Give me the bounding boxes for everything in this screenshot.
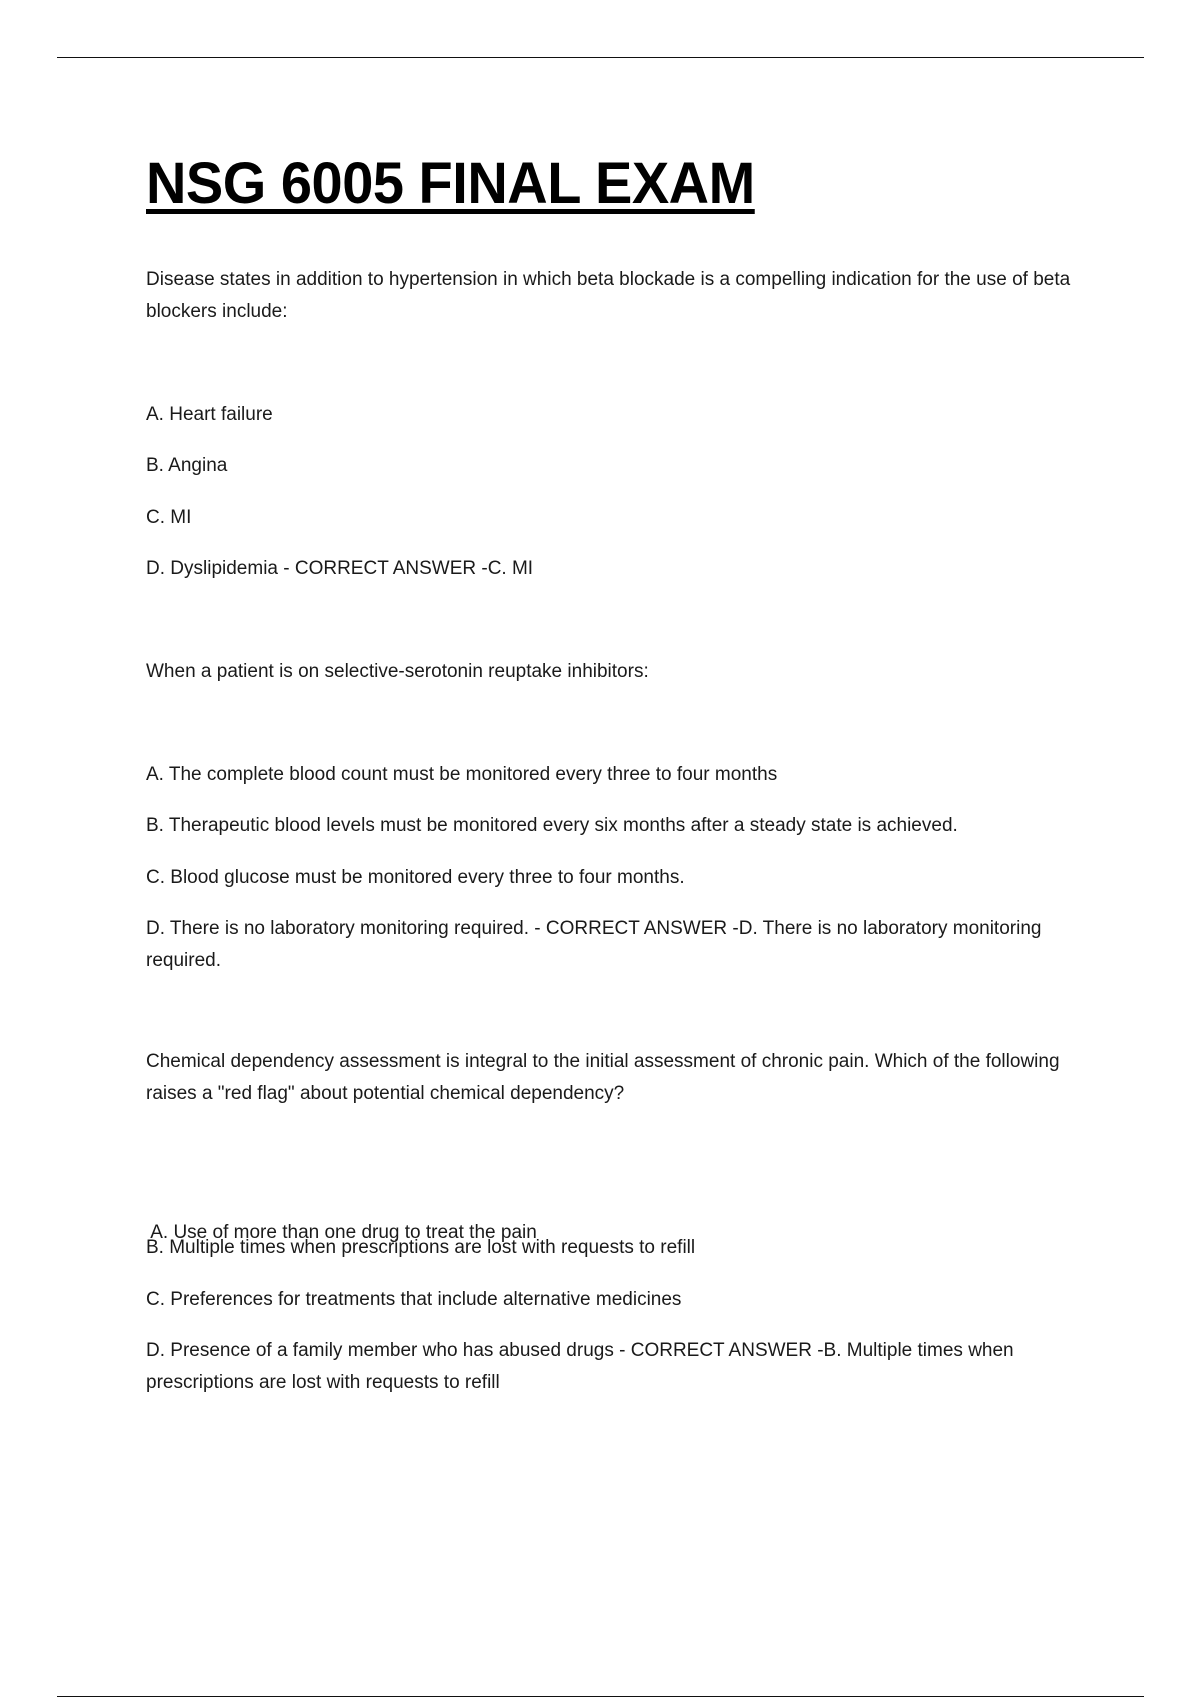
option-text: A. The complete blood count must be monitored every three to four months — [146, 764, 778, 785]
question-1-option-c — [146, 502, 1096, 534]
option-text: D. Dyslipidemia - CORRECT ANSWER -C. MI — [146, 558, 534, 579]
question-2-option-a — [146, 759, 1096, 791]
option-text: B. Therapeutic blood levels must be monitored every six months after a steady state is achieved. — [146, 815, 958, 836]
option-text: C. MI — [146, 507, 192, 528]
option-text: C. Blood glucose must be monitored every three to four months. — [146, 867, 685, 888]
page-title: NSG 6005 FINAL EXAM — [146, 151, 755, 216]
question-1-prompt: Disease states in addition to hypertension in which beta blockade is a compelling indication for the use of beta blockers include: — [146, 269, 1071, 322]
option-text: B. Multiple times when prescriptions are lost with requests to refill — [146, 1237, 696, 1258]
option-text: B. Angina — [146, 455, 228, 476]
option-text: C. Preferences for treatments that include alternative medicines — [146, 1289, 682, 1310]
question-3-option-b — [146, 1232, 1096, 1264]
question-2-option-d — [146, 913, 1096, 977]
question-1-option-a — [146, 399, 1096, 431]
question-2-option-c — [146, 862, 1096, 894]
question-3-prompt: Chemical dependency assessment is integral to the initial assessment of chronic pain. Which of the following raises a "red flag" about potential chemical dependency? — [146, 1051, 1060, 1104]
question-1-option-b — [146, 450, 1096, 482]
question-2-option-b — [146, 810, 1096, 842]
question-3-option-c — [146, 1284, 1096, 1316]
question-2-prompt: When a patient is on selective-serotonin reuptake inhibitors: — [146, 661, 649, 682]
option-text: D. There is no laboratory monitoring required. - CORRECT ANSWER -D. There is no laboratory monitoring required. — [146, 918, 1042, 971]
question-1 — [146, 264, 1096, 328]
question-2 — [146, 656, 1096, 688]
bottom-rule — [57, 1696, 1144, 1697]
option-text: D. Presence of a family member who has abused drugs - CORRECT ANSWER -B. Multiple times when prescriptions are lost with requests to refill — [146, 1340, 1014, 1393]
question-3-option-d — [146, 1335, 1096, 1399]
option-text: A. Use of more than one drug to treat the pain — [146, 1222, 537, 1243]
option-text: A. Heart failure — [146, 404, 273, 425]
question-3 — [146, 1046, 1096, 1110]
top-rule — [57, 57, 1144, 58]
question-1-option-d — [146, 553, 1096, 585]
document-body — [146, 151, 1096, 216]
